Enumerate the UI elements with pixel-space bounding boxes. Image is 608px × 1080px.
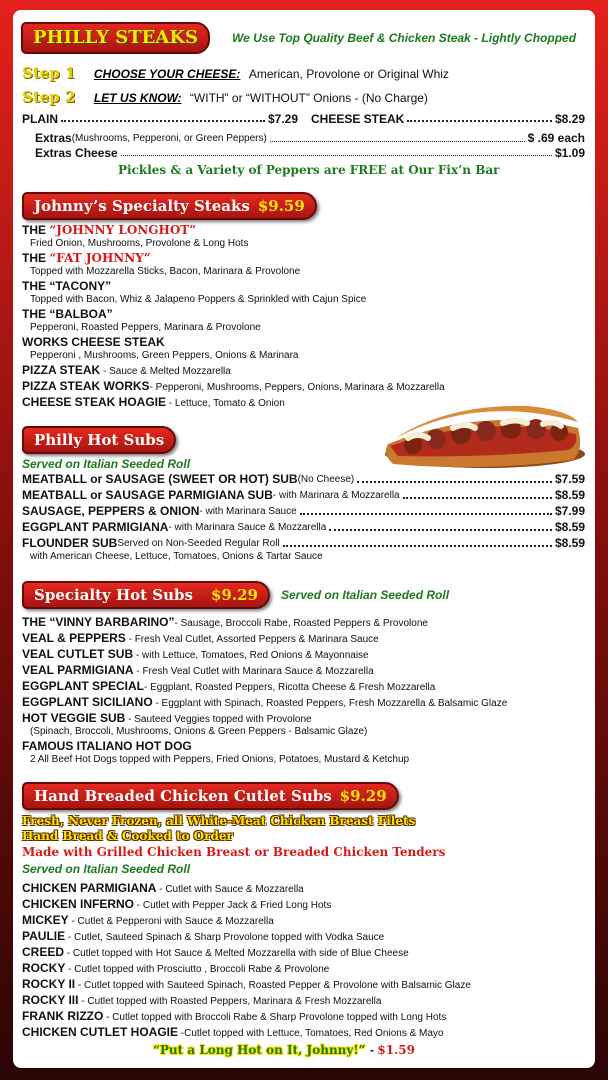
- specialty-sub-item: FAMOUS ITALIANO HOT DOG: [22, 739, 192, 753]
- extras-row: [35, 131, 585, 146]
- chicken-item: PAULIE - Cutlet, Sauteed Spinach & Sharp Provolone topped with Vodka Sauce: [22, 929, 385, 943]
- long-hot-slogan-line: [153, 1041, 415, 1059]
- steak-item: PIZZA STEAK WORKS- Pepperoni, Mushrooms, Peppers, Onions, Marinara & Mozzarella: [22, 379, 445, 393]
- specialty-hot-subs-title: Specialty Hot Subs: [34, 586, 193, 604]
- hotdog-note: 2 All Beef Hot Dogs topped with Peppers, Fried Onions, Potatoes, Mustard & Ketchup: [30, 754, 410, 765]
- chicken-item: CHICKEN INFERNO - Cutlet with Pepper Jack & Fried Long Hots: [22, 897, 332, 911]
- pickles-note: Pickles & a Variety of Peppers are FREE at Our Fix’n Bar: [118, 163, 500, 177]
- long-hot-price: $1.59: [377, 1043, 415, 1057]
- specialty-steaks-banner: [22, 192, 317, 220]
- steak-item: THE “FAT JOHNNY”: [22, 251, 151, 265]
- step2-label: Step 2: [22, 88, 76, 106]
- chicken-line3: Made with Grilled Chicken Breast or Breaded Chicken Tenders: [22, 845, 446, 859]
- steak-item: THE “TACONY”: [22, 279, 112, 293]
- hot-sub-row: SAUSAGE, PEPPERS & ONION - with Marinara Sauce $7.99: [22, 504, 585, 518]
- chicken-item: FRANK RIZZO - Cutlet topped with Broccoli Rabe & Sharp Provolone topped with Long Hots: [22, 1009, 447, 1023]
- specialty-sub-item: EGGPLANT SICILIANO - Eggplant with Spinach, Roasted Peppers, Fresh Mozzarella & Balsamic Glaze: [22, 695, 508, 709]
- specialty-steaks-title: Johnny’s Specialty Steaks: [34, 197, 250, 215]
- cheese-steak-row: [311, 112, 585, 126]
- chicken-line1: Fresh, Never Frozen, all White-Meat Chicken Breast Filets: [22, 814, 416, 828]
- chicken-item: CHICKEN CUTLET HOAGIE -Cutlet topped with Lettuce, Tomatoes, Red Onions & Mayo: [22, 1025, 444, 1039]
- specialty-sub-item: VEAL CUTLET SUB - with Lettuce, Tomatoes, Red Onions & Mayonnaise: [22, 647, 369, 661]
- hot-sub-row: MEATBALL or SAUSAGE (SWEET OR HOT) SUB (No Cheese) $7.59: [22, 472, 585, 486]
- steak-item: PIZZA STEAK - Sauce & Melted Mozzarella: [22, 363, 231, 377]
- specialty-sub-item: HOT VEGGIE SUB - Sauteed Veggies topped with Provolone: [22, 711, 312, 725]
- step1-text: American, Provolone or Original Whiz: [248, 67, 449, 81]
- philly-steaks-title: PHILLY STEAKS: [21, 22, 210, 54]
- steak-item-desc: Pepperoni, Roasted Peppers, Marinara & Provolone: [30, 322, 261, 333]
- specialty-sub-item: THE “VINNY BARBARINO”- Sausage, Broccoli Rabe, Roasted Peppers & Provolone: [22, 615, 428, 629]
- chicken-served: Served on Italian Seeded Roll: [22, 862, 191, 876]
- step1-label: Step 1: [22, 64, 76, 82]
- steak-item: THE “BALBOA”: [22, 307, 113, 321]
- extras-label: Extras: [35, 131, 72, 145]
- step2-heading: LET US KNOW:: [93, 91, 182, 105]
- plain-price: $7.29: [267, 112, 298, 126]
- extras-price: $ .69 each: [527, 131, 585, 145]
- flounder-note: with American Cheese, Lettuce, Tomatoes, Onions & Tartar Sauce: [30, 551, 323, 562]
- specialty-hot-subs-banner: [22, 581, 270, 609]
- specialty-sub-item: VEAL & PEPPERS - Fresh Veal Cutlet, Assorted Peppers & Marinara Sauce: [22, 631, 379, 645]
- extras-cheese-label: Extras Cheese: [35, 146, 118, 160]
- cheese-steak-label: CHEESE STEAK: [311, 112, 405, 126]
- chicken-item: ROCKY III - Cutlet topped with Roasted Peppers, Marinara & Fresh Mozzarella: [22, 993, 382, 1007]
- specialty-hot-subs-served: Served on Italian Seeded Roll: [281, 588, 450, 602]
- steak-item: CHEESE STEAK HOAGIE - Lettuce, Tomato & Onion: [22, 395, 285, 409]
- plain-label: PLAIN: [22, 112, 58, 126]
- steak-item-name: “FAT JOHNNY”: [49, 251, 151, 265]
- hot-subs-served: Served on Italian Seeded Roll: [22, 457, 191, 471]
- chicken-title: Hand Breaded Chicken Cutlet Subs: [34, 787, 332, 805]
- chicken-item: ROCKY - Cutlet topped with Prosciutto , Broccoli Rabe & Provolone: [22, 961, 330, 975]
- specialty-hot-subs-price: $9.29: [210, 586, 258, 604]
- long-hot-slogan: “Put a Long Hot on It, Johnny!”: [153, 1043, 366, 1057]
- chicken-price: $9.29: [339, 787, 387, 805]
- extras-desc: (Mushrooms, Pepperoni, or Green Peppers): [71, 133, 267, 144]
- chicken-item: CHICKEN PARMIGIANA - Cutlet with Sauce & Mozzarella: [22, 881, 304, 895]
- specialty-sub-item: EGGPLANT SPECIAL- Eggplant, Roasted Peppers, Ricotta Cheese & Fresh Mozzarella: [22, 679, 436, 693]
- veggie-note: (Spinach, Broccoli, Mushrooms, Onions & Green Peppers - Balsamic Glaze): [30, 726, 368, 737]
- steak-item-desc: Fried Onion, Mushrooms, Provolone & Long Hots: [30, 238, 249, 249]
- steak-item-desc: Topped with Mozzarella Sticks, Bacon, Marinara & Provolone: [30, 266, 301, 277]
- extras-cheese-row: [35, 146, 585, 160]
- chicken-item: CREED - Cutlet topped with Hot Sauce & Melted Mozzarella with side of Blue Cheese: [22, 945, 409, 959]
- plain-row: [22, 112, 298, 126]
- steak-item-desc: Topped with Bacon, Whiz & Jalapeno Poppers & Sprinkled with Cajun Spice: [30, 294, 367, 305]
- philly-tagline: We Use Top Quality Beef & Chicken Steak - Lightly Chopped: [232, 31, 577, 45]
- step1-heading: CHOOSE YOUR CHEESE:: [93, 67, 241, 81]
- cheese-steak-price: $8.29: [554, 112, 585, 126]
- hot-sub-row: MEATBALL or SAUSAGE PARMIGIANA SUB - with Marinara & Mozzarella $8.59: [22, 488, 585, 502]
- step2-line: [22, 88, 428, 107]
- chicken-line2: Hand Bread & Cooked to Order: [22, 829, 233, 843]
- steak-item: WORKS CHEESE STEAK: [22, 335, 165, 349]
- hot-subs-banner: [22, 426, 176, 454]
- step1-line: [22, 64, 449, 83]
- chicken-item: ROCKY II - Cutlet topped with Sauteed Spinach, Roasted Pepper & Provolone with Balsamic Glaze: [22, 977, 471, 991]
- hot-sub-row: FLOUNDER SUB Served on Non-Seeded Regular Roll $8.59: [22, 536, 585, 550]
- long-hot-sep: -: [370, 1043, 378, 1057]
- chicken-item: MICKEY - Cutlet & Pepperoni with Sauce & Mozzarella: [22, 913, 274, 927]
- specialty-steaks-price: $9.59: [257, 197, 305, 215]
- meatball-sub-photo: [378, 394, 588, 476]
- step2-text: “WITH” or “WITHOUT” Onions - (No Charge): [189, 91, 428, 105]
- hot-subs-title: Philly Hot Subs: [34, 431, 165, 449]
- steak-item-name: “JOHNNY LONGHOT”: [49, 223, 197, 237]
- steak-item: THE “JOHNNY LONGHOT”: [22, 223, 197, 237]
- chicken-banner: [22, 782, 399, 810]
- steak-item-desc: Pepperoni , Mushrooms, Green Peppers, Onions & Marinara: [30, 350, 299, 361]
- specialty-sub-item: VEAL PARMIGIANA - Fresh Veal Cutlet with Marinara Sauce & Mozzarella: [22, 663, 374, 677]
- extras-cheese-price: $1.09: [554, 146, 585, 160]
- hot-sub-row: EGGPLANT PARMIGIANA - with Marinara Sauce & Mozzarella $8.59: [22, 520, 585, 534]
- menu-panel: [13, 10, 595, 1068]
